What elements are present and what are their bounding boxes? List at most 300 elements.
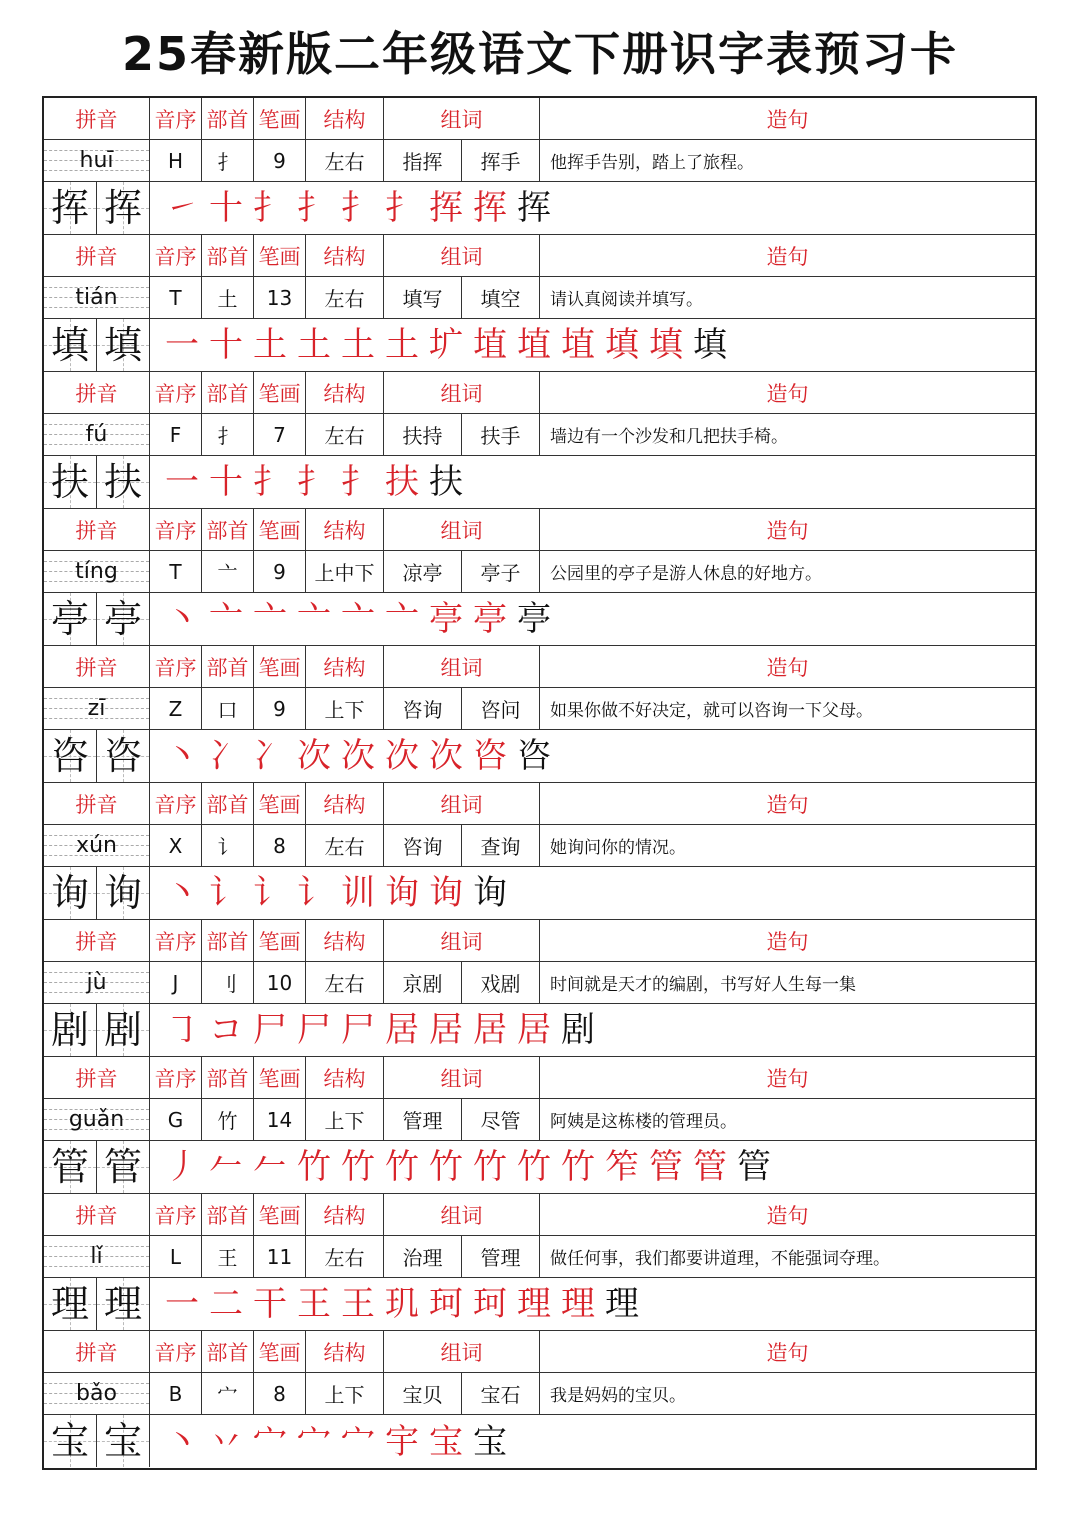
big-char-1 (44, 730, 97, 782)
stroke-step: 亠 (297, 599, 331, 639)
stroke-step: 理 (561, 1284, 595, 1324)
stroke-step: 丷 (209, 1421, 243, 1462)
header-pinyin: 拼音 (44, 646, 150, 687)
jiegou-value: 上下 (306, 688, 384, 729)
header-pinyin: 拼音 (44, 1194, 150, 1235)
yinxu-value: B (150, 1373, 202, 1414)
sentence: 请认真阅读并填写。 (550, 290, 703, 310)
bushou-value: 扌 (202, 140, 254, 181)
big-char-glyph: 理 (50, 1282, 89, 1326)
word-1: 京剧 (384, 962, 462, 1003)
stroke-step: 宀 (253, 1421, 287, 1462)
bushou-value: 扌 (202, 414, 254, 455)
stroke-step: 一 (165, 1284, 199, 1324)
big-char-1 (44, 456, 97, 508)
header-yinxu: 音序 (150, 98, 202, 139)
header-zaoju: 造句 (766, 655, 809, 680)
header-jiegou: 结构 (306, 920, 384, 961)
bihua-value: 13 (254, 277, 306, 318)
pinyin-cell (44, 962, 150, 1003)
header-yinxu: 音序 (150, 920, 202, 961)
stroke-step: 填 (649, 325, 683, 365)
stroke-step: 挥 (517, 188, 551, 228)
info-row (44, 688, 1035, 730)
big-char-2 (97, 456, 150, 508)
jiegou-value: 左右 (306, 1236, 384, 1277)
stroke-step: 亠 (209, 599, 243, 639)
char-entry (44, 372, 1035, 509)
stroke-step: 圹 (429, 325, 463, 365)
stroke-step: 一 (165, 325, 199, 365)
big-char-2 (97, 867, 150, 919)
big-char-glyph: 填 (50, 323, 89, 367)
yinxu-value: G (150, 1099, 202, 1140)
bihua-value: 7 (254, 414, 306, 455)
bushou-value: 亠 (202, 551, 254, 592)
stroke-step: 管 (693, 1147, 727, 1187)
pinyin-cell (44, 140, 150, 181)
big-char-2 (97, 319, 150, 371)
yinxu-value: J (150, 962, 202, 1003)
stroke-step: 十 (209, 188, 243, 228)
big-char-glyph: 扶 (103, 460, 142, 504)
stroke-step: 丶 (165, 1421, 199, 1462)
stroke-step: 丶 (165, 599, 199, 639)
stroke-step: 宀 (341, 1421, 375, 1462)
stroke-row (44, 593, 1035, 646)
big-char-1 (44, 1415, 97, 1467)
header-bihua: 笔画 (254, 646, 306, 687)
header-yinxu: 音序 (150, 372, 202, 413)
stroke-step: 扌 (297, 462, 331, 502)
bihua-value: 9 (254, 688, 306, 729)
big-char-1 (44, 867, 97, 919)
pinyin-text: jù (86, 970, 107, 995)
pinyin-text: zī (87, 696, 106, 721)
header-zuci: 组词 (384, 920, 540, 961)
big-char-glyph: 剧 (103, 1008, 142, 1052)
stroke-row (44, 182, 1035, 235)
pinyin-cell (44, 414, 150, 455)
word-2: 填空 (462, 277, 540, 318)
stroke-step: 𠂉 (209, 1147, 243, 1187)
pinyin-cell (44, 688, 150, 729)
stroke-step: 埴 (517, 325, 551, 365)
bihua-value: 9 (254, 551, 306, 592)
stroke-step: 挥 (473, 188, 507, 228)
yinxu-value: F (150, 414, 202, 455)
header-zuci: 组词 (384, 1194, 540, 1235)
sentence: 阿姨是这栋楼的管理员。 (550, 1112, 737, 1132)
stroke-step: 居 (385, 1010, 419, 1050)
stroke-step: 亠 (341, 599, 375, 639)
jiegou-value: 左右 (306, 140, 384, 181)
bihua-value: 8 (254, 825, 306, 866)
big-char-1 (44, 1278, 97, 1330)
yinxu-value: T (150, 551, 202, 592)
stroke-step: 土 (297, 325, 331, 365)
word-1: 宝贝 (384, 1373, 462, 1414)
char-entry (44, 1057, 1035, 1194)
pinyin-text: bǎo (76, 1381, 117, 1406)
header-row (44, 920, 1035, 962)
stroke-step: 扌 (341, 188, 375, 228)
stroke-step: 竹 (517, 1147, 551, 1187)
stroke-step: 𠂉 (253, 1147, 287, 1187)
stroke-step: 管 (737, 1147, 771, 1187)
stroke-step: 土 (341, 325, 375, 365)
big-char-glyph: 管 (50, 1145, 89, 1189)
stroke-order-sequence (150, 1141, 1035, 1193)
header-yinxu: 音序 (150, 509, 202, 550)
header-zaoju: 造句 (766, 107, 809, 132)
yinxu-value: X (150, 825, 202, 866)
big-char-1 (44, 182, 97, 234)
header-zaoju: 造句 (766, 244, 809, 269)
jiegou-value: 上下 (306, 1099, 384, 1140)
header-row (44, 646, 1035, 688)
header-yinxu: 音序 (150, 235, 202, 276)
sentence: 如果你做不好决定，就可以咨询一下父母。 (550, 701, 873, 721)
stroke-order-sequence (150, 1004, 1035, 1056)
header-yinxu: 音序 (150, 1057, 202, 1098)
bushou-value: 刂 (202, 962, 254, 1003)
big-char-glyph: 挥 (103, 186, 142, 230)
header-jiegou: 结构 (306, 1057, 384, 1098)
stroke-step: 填 (605, 325, 639, 365)
big-char-2 (97, 730, 150, 782)
pinyin-text: lǐ (90, 1244, 103, 1269)
char-entry (44, 646, 1035, 783)
header-jiegou: 结构 (306, 372, 384, 413)
header-jiegou: 结构 (306, 1194, 384, 1235)
header-zuci: 组词 (384, 1057, 540, 1098)
stroke-step: 玑 (385, 1284, 419, 1324)
pinyin-text: huī (79, 148, 114, 173)
stroke-step: 次 (429, 736, 463, 776)
sentence: 时间就是天才的编剧，书写好人生每一集 (550, 975, 856, 995)
stroke-step: 埴 (473, 325, 507, 365)
big-char-1 (44, 319, 97, 371)
stroke-step: 丶 (165, 736, 199, 776)
header-bushou: 部首 (202, 783, 254, 824)
header-row (44, 235, 1035, 277)
char-entry (44, 1331, 1035, 1468)
stroke-step: 竹 (473, 1147, 507, 1187)
page-title: 25春新版二年级语文下册识字表预习卡 (121, 27, 958, 81)
stroke-step: 讠 (209, 873, 243, 913)
stroke-step: 尸 (253, 1010, 287, 1050)
jiegou-value: 上下 (306, 1373, 384, 1414)
header-zaoju: 造句 (766, 518, 809, 543)
stroke-step: 挥 (429, 188, 463, 228)
stroke-step: 居 (517, 1010, 551, 1050)
stroke-step: 询 (429, 873, 463, 913)
sentence: 他挥手告别，踏上了旅程。 (550, 153, 754, 173)
big-char-glyph: 咨 (50, 734, 89, 778)
stroke-order-sequence (150, 456, 1035, 508)
sentence: 做任何事，我们都要讲道理，不能强词夺理。 (550, 1249, 890, 1269)
stroke-row (44, 730, 1035, 783)
big-char-2 (97, 593, 150, 645)
pinyin-text: guǎn (68, 1107, 125, 1132)
big-char-2 (97, 1141, 150, 1193)
char-entry (44, 98, 1035, 235)
word-1: 咨询 (384, 825, 462, 866)
word-1: 治理 (384, 1236, 462, 1277)
header-pinyin: 拼音 (44, 1057, 150, 1098)
stroke-step: 剧 (561, 1010, 595, 1050)
stroke-row (44, 456, 1035, 509)
big-char-glyph: 剧 (50, 1008, 89, 1052)
stroke-order-sequence (150, 730, 1035, 782)
stroke-row (44, 867, 1035, 920)
stroke-step: 二 (209, 1284, 243, 1324)
header-bushou: 部首 (202, 509, 254, 550)
stroke-step: 训 (341, 873, 375, 913)
stroke-step: 竹 (341, 1147, 375, 1187)
big-char-glyph: 宝 (103, 1419, 142, 1463)
big-char-2 (97, 1278, 150, 1330)
header-pinyin: 拼音 (44, 783, 150, 824)
header-pinyin: 拼音 (44, 1331, 150, 1372)
header-bushou: 部首 (202, 1057, 254, 1098)
bihua-value: 14 (254, 1099, 306, 1140)
stroke-step: 理 (517, 1284, 551, 1324)
header-bushou: 部首 (202, 98, 254, 139)
stroke-step: ㇀ (165, 188, 199, 228)
header-bihua: 笔画 (254, 1194, 306, 1235)
header-pinyin: 拼音 (44, 509, 150, 550)
jiegou-value: 左右 (306, 277, 384, 318)
word-1: 咨询 (384, 688, 462, 729)
stroke-step: ㇆ (165, 1010, 199, 1050)
header-jiegou: 结构 (306, 783, 384, 824)
big-char-glyph: 挥 (50, 186, 89, 230)
char-entry (44, 235, 1035, 372)
big-char-glyph: 询 (50, 871, 89, 915)
pinyin-cell (44, 1236, 150, 1277)
header-bihua: 笔画 (254, 920, 306, 961)
stroke-step: 亭 (517, 599, 551, 639)
stroke-step: 土 (385, 325, 419, 365)
stroke-row (44, 1141, 1035, 1194)
header-jiegou: 结构 (306, 98, 384, 139)
big-char-glyph: 询 (103, 871, 142, 915)
stroke-step: 次 (341, 736, 375, 776)
yinxu-value: L (150, 1236, 202, 1277)
header-bushou: 部首 (202, 920, 254, 961)
bihua-value: 8 (254, 1373, 306, 1414)
stroke-row (44, 319, 1035, 372)
header-pinyin: 拼音 (44, 98, 150, 139)
header-bihua: 笔画 (254, 1057, 306, 1098)
stroke-step: 竹 (429, 1147, 463, 1187)
header-yinxu: 音序 (150, 1194, 202, 1235)
word-2: 管理 (462, 1236, 540, 1277)
word-1: 凉亭 (384, 551, 462, 592)
big-char-2 (97, 182, 150, 234)
header-bushou: 部首 (202, 1194, 254, 1235)
header-row (44, 1057, 1035, 1099)
stroke-step: 扶 (429, 462, 463, 502)
char-entry (44, 1194, 1035, 1331)
pinyin-cell (44, 551, 150, 592)
stroke-order-sequence (150, 1415, 1035, 1468)
stroke-step: 扶 (385, 462, 419, 502)
bushou-value: 土 (202, 277, 254, 318)
word-2: 宝石 (462, 1373, 540, 1414)
info-row (44, 962, 1035, 1004)
header-zaoju: 造句 (766, 792, 809, 817)
stroke-step: 十 (209, 462, 243, 502)
header-zuci: 组词 (384, 1331, 540, 1372)
big-char-glyph: 咨 (103, 734, 142, 778)
stroke-step: 尸 (341, 1010, 375, 1050)
bushou-value: 宀 (202, 1373, 254, 1414)
stroke-step: 十 (209, 325, 243, 365)
header-bushou: 部首 (202, 372, 254, 413)
header-zaoju: 造句 (766, 929, 809, 954)
stroke-step: 亠 (253, 599, 287, 639)
pinyin-text: tíng (75, 559, 118, 584)
stroke-step: 扌 (385, 188, 419, 228)
stroke-step: 丿 (165, 1147, 199, 1187)
header-jiegou: 结构 (306, 646, 384, 687)
big-char-1 (44, 593, 97, 645)
stroke-step: 居 (473, 1010, 507, 1050)
info-row (44, 551, 1035, 593)
info-row (44, 1099, 1035, 1141)
header-bihua: 笔画 (254, 783, 306, 824)
sentence: 她询问你的情况。 (550, 838, 686, 858)
stroke-step: 询 (385, 873, 419, 913)
header-bushou: 部首 (202, 235, 254, 276)
stroke-step: 宀 (297, 1421, 331, 1462)
info-row (44, 414, 1035, 456)
bushou-value: 口 (202, 688, 254, 729)
header-zaoju: 造句 (766, 1203, 809, 1228)
stroke-step: 竹 (297, 1147, 331, 1187)
big-char-glyph: 理 (103, 1282, 142, 1326)
pinyin-cell (44, 1373, 150, 1414)
stroke-step: 丶 (165, 873, 199, 913)
header-row (44, 1331, 1035, 1373)
stroke-step: 扌 (253, 188, 287, 228)
stroke-step: 咨 (517, 736, 551, 776)
header-jiegou: 结构 (306, 1331, 384, 1372)
word-2: 戏剧 (462, 962, 540, 1003)
stroke-step: 询 (473, 873, 507, 913)
big-char-glyph: 管 (103, 1145, 142, 1189)
header-zaoju: 造句 (766, 381, 809, 406)
yinxu-value: T (150, 277, 202, 318)
stroke-step: 一 (165, 462, 199, 502)
bushou-value: 讠 (202, 825, 254, 866)
stroke-step: 亠 (385, 599, 419, 639)
header-row (44, 372, 1035, 414)
word-1: 填写 (384, 277, 462, 318)
stroke-step: 冫 (209, 736, 243, 776)
stroke-step: 亭 (429, 599, 463, 639)
stroke-step: 竹 (561, 1147, 595, 1187)
header-jiegou: 结构 (306, 235, 384, 276)
stroke-step: 扌 (341, 462, 375, 502)
big-char-2 (97, 1415, 150, 1467)
stroke-order-sequence (150, 319, 1035, 371)
stroke-step: 珂 (429, 1284, 463, 1324)
big-char-1 (44, 1004, 97, 1056)
stroke-step: 扌 (253, 462, 287, 502)
big-char-glyph: 扶 (50, 460, 89, 504)
bushou-value: 王 (202, 1236, 254, 1277)
sentence: 我是妈妈的宝贝。 (550, 1386, 686, 1406)
header-bihua: 笔画 (254, 372, 306, 413)
sentence: 公园里的亭子是游人休息的好地方。 (550, 564, 822, 584)
stroke-step: 宝 (473, 1421, 507, 1462)
yinxu-value: Z (150, 688, 202, 729)
stroke-step: 冫 (253, 736, 287, 776)
header-bushou: 部首 (202, 646, 254, 687)
stroke-step: 王 (341, 1284, 375, 1324)
stroke-step: コ (209, 1010, 243, 1050)
big-char-glyph: 亭 (103, 597, 142, 641)
stroke-order-sequence (150, 182, 1035, 234)
jiegou-value: 上中下 (306, 551, 384, 592)
big-char-glyph: 填 (103, 323, 142, 367)
stroke-row (44, 1004, 1035, 1057)
header-bihua: 笔画 (254, 98, 306, 139)
stroke-step: 咨 (473, 736, 507, 776)
stroke-step: 笮 (605, 1147, 639, 1187)
stroke-step: 王 (297, 1284, 331, 1324)
stroke-step: 土 (253, 325, 287, 365)
stroke-step: 次 (385, 736, 419, 776)
header-zuci: 组词 (384, 509, 540, 550)
pinyin-text: fú (85, 422, 108, 447)
header-pinyin: 拼音 (44, 235, 150, 276)
pinyin-text: xún (76, 833, 117, 858)
header-yinxu: 音序 (150, 783, 202, 824)
bihua-value: 11 (254, 1236, 306, 1277)
stroke-step: 竹 (385, 1147, 419, 1187)
char-entry (44, 783, 1035, 920)
stroke-step: 填 (693, 325, 727, 365)
big-char-glyph: 宝 (50, 1419, 89, 1463)
header-zuci: 组词 (384, 372, 540, 413)
stroke-step: 亭 (473, 599, 507, 639)
word-2: 尽管 (462, 1099, 540, 1140)
pinyin-cell (44, 825, 150, 866)
info-row (44, 140, 1035, 182)
stroke-step: 理 (605, 1284, 639, 1324)
header-row (44, 783, 1035, 825)
stroke-row (44, 1415, 1035, 1468)
pinyin-text: tián (75, 285, 118, 310)
word-1: 管理 (384, 1099, 462, 1140)
pinyin-cell (44, 277, 150, 318)
header-row (44, 98, 1035, 140)
word-2: 查询 (462, 825, 540, 866)
header-jiegou: 结构 (306, 509, 384, 550)
word-2: 咨问 (462, 688, 540, 729)
sentence: 墙边有一个沙发和几把扶手椅。 (550, 427, 788, 447)
stroke-order-sequence (150, 593, 1035, 645)
bihua-value: 10 (254, 962, 306, 1003)
word-1: 扶持 (384, 414, 462, 455)
pinyin-cell (44, 1099, 150, 1140)
big-char-1 (44, 1141, 97, 1193)
